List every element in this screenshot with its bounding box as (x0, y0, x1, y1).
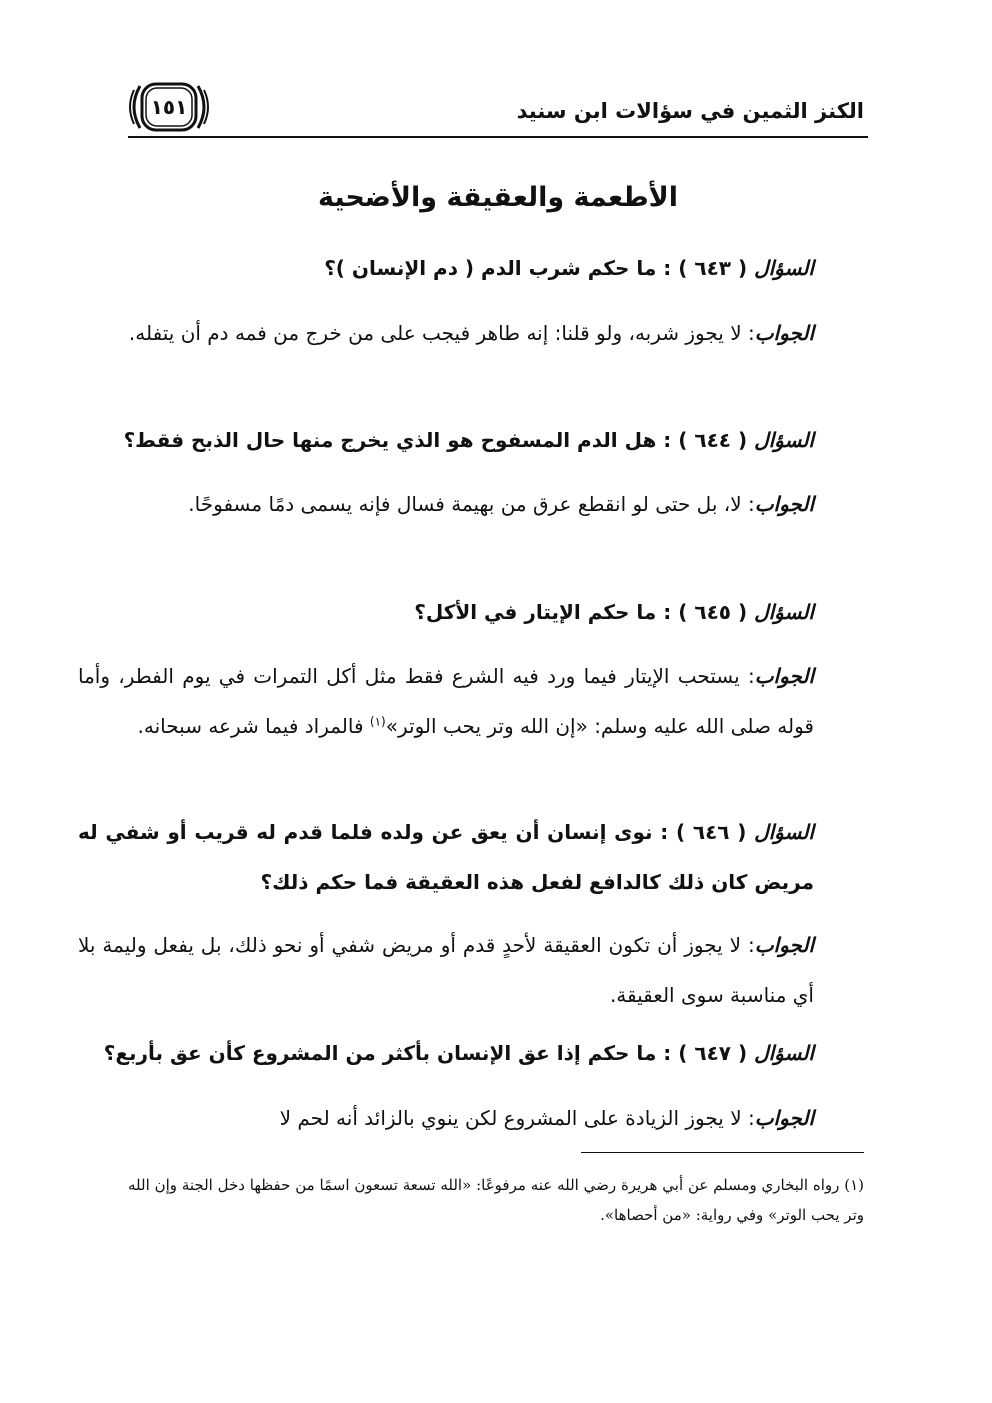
answer-text: : يستحب الإيتار فيما ورد فيه الشرع فقط مثل أكل التمرات في يوم الفطر، وأما قوله صلى الله عليه وسلم: «إن الله وتر يحب الوتر» (78, 664, 814, 738)
answer-647 (78, 1093, 864, 1143)
question-645 (78, 587, 864, 637)
answer-label: الجواب (754, 1106, 814, 1130)
question-number: ( ٦٤٤ ) : (663, 428, 748, 452)
answer-label: الجواب (754, 321, 814, 345)
question-label: السؤال (754, 1041, 814, 1065)
question-text: نوى إنسان أن يعق عن ولده فلما قدم له قريب أو شفي له مريض كان ذلك كالدافع لفعل هذه العقيقة فما حكم ذلك؟ (78, 820, 814, 894)
question-text: هل الدم المسفوح هو الذي يخرج منها حال الذبح فقط؟ (123, 428, 657, 452)
page-number: ١٥١ (150, 95, 188, 119)
answer-text: : لا يجوز الزيادة على المشروع لكن ينوي بالزائد أنه لحم لا (279, 1106, 755, 1130)
answer-text: : لا يجوز أن تكون العقيقة لأحدٍ قدم أو مريض شفي أو نحو ذلك، بل يفعل وليمة بلا أي مناسبة سوى العقيقة. (78, 933, 814, 1007)
question-label: السؤال (754, 428, 814, 452)
question-number: ( ٦٤٥ ) : (663, 600, 748, 624)
question-label: السؤال (754, 820, 814, 844)
answer-text: : لا يجوز شربه، ولو قلنا: إنه طاهر فيجب على من خرج من فمه دم أن يتفله. (128, 321, 755, 345)
page-number-frame (128, 80, 210, 134)
header-divider (128, 136, 868, 138)
chapter-title: الأطعمة والعقيقة والأضحية (317, 182, 679, 213)
question-647 (78, 1028, 864, 1078)
question-643 (78, 243, 864, 293)
question-number: ( ٦٤٧ ) : (663, 1041, 748, 1065)
question-label: السؤال (754, 600, 814, 624)
answer-label: الجواب (754, 492, 814, 516)
running-title: الكنز الثمين في سؤالات ابن سنيد (516, 99, 864, 123)
question-number: ( ٦٤٣ ) : (663, 256, 748, 280)
footnote-divider (581, 1152, 864, 1153)
question-644 (78, 415, 864, 465)
answer-645 (78, 651, 864, 751)
footnote-reference[interactable]: (١) (369, 714, 386, 729)
question-label: السؤال (754, 256, 814, 280)
answer-643 (78, 308, 864, 358)
question-text: ما حكم إذا عق الإنسان بأكثر من المشروع كأن عق بأربع؟ (103, 1041, 657, 1065)
question-number: ( ٦٤٦ ) : (660, 820, 747, 844)
question-text: ما حكم الإيتار في الأكل؟ (414, 600, 657, 624)
question-646 (78, 807, 864, 907)
answer-label: الجواب (754, 664, 814, 688)
answer-644 (78, 479, 864, 529)
answer-646 (78, 920, 864, 1020)
footnote: (١) رواه البخاري ومسلم عن أبي هريرة رضي الله عنه مرفوعًا: «الله تسعة تسعون اسمًا من حفظها دخل الجنة وإن الله وتر يحب الوتر» وفي رواية: «من أحصاها». (128, 1176, 864, 1224)
answer-text: : لا، بل حتى لو انقطع عرق من بهيمة فسال فإنه يسمى دمًا مسفوحًا. (188, 492, 755, 516)
answer-text-continued: فالمراد فيما شرعه سبحانه. (137, 714, 370, 738)
question-text: ما حكم شرب الدم ( دم الإنسان )؟ (324, 256, 657, 280)
answer-label: الجواب (754, 933, 814, 957)
